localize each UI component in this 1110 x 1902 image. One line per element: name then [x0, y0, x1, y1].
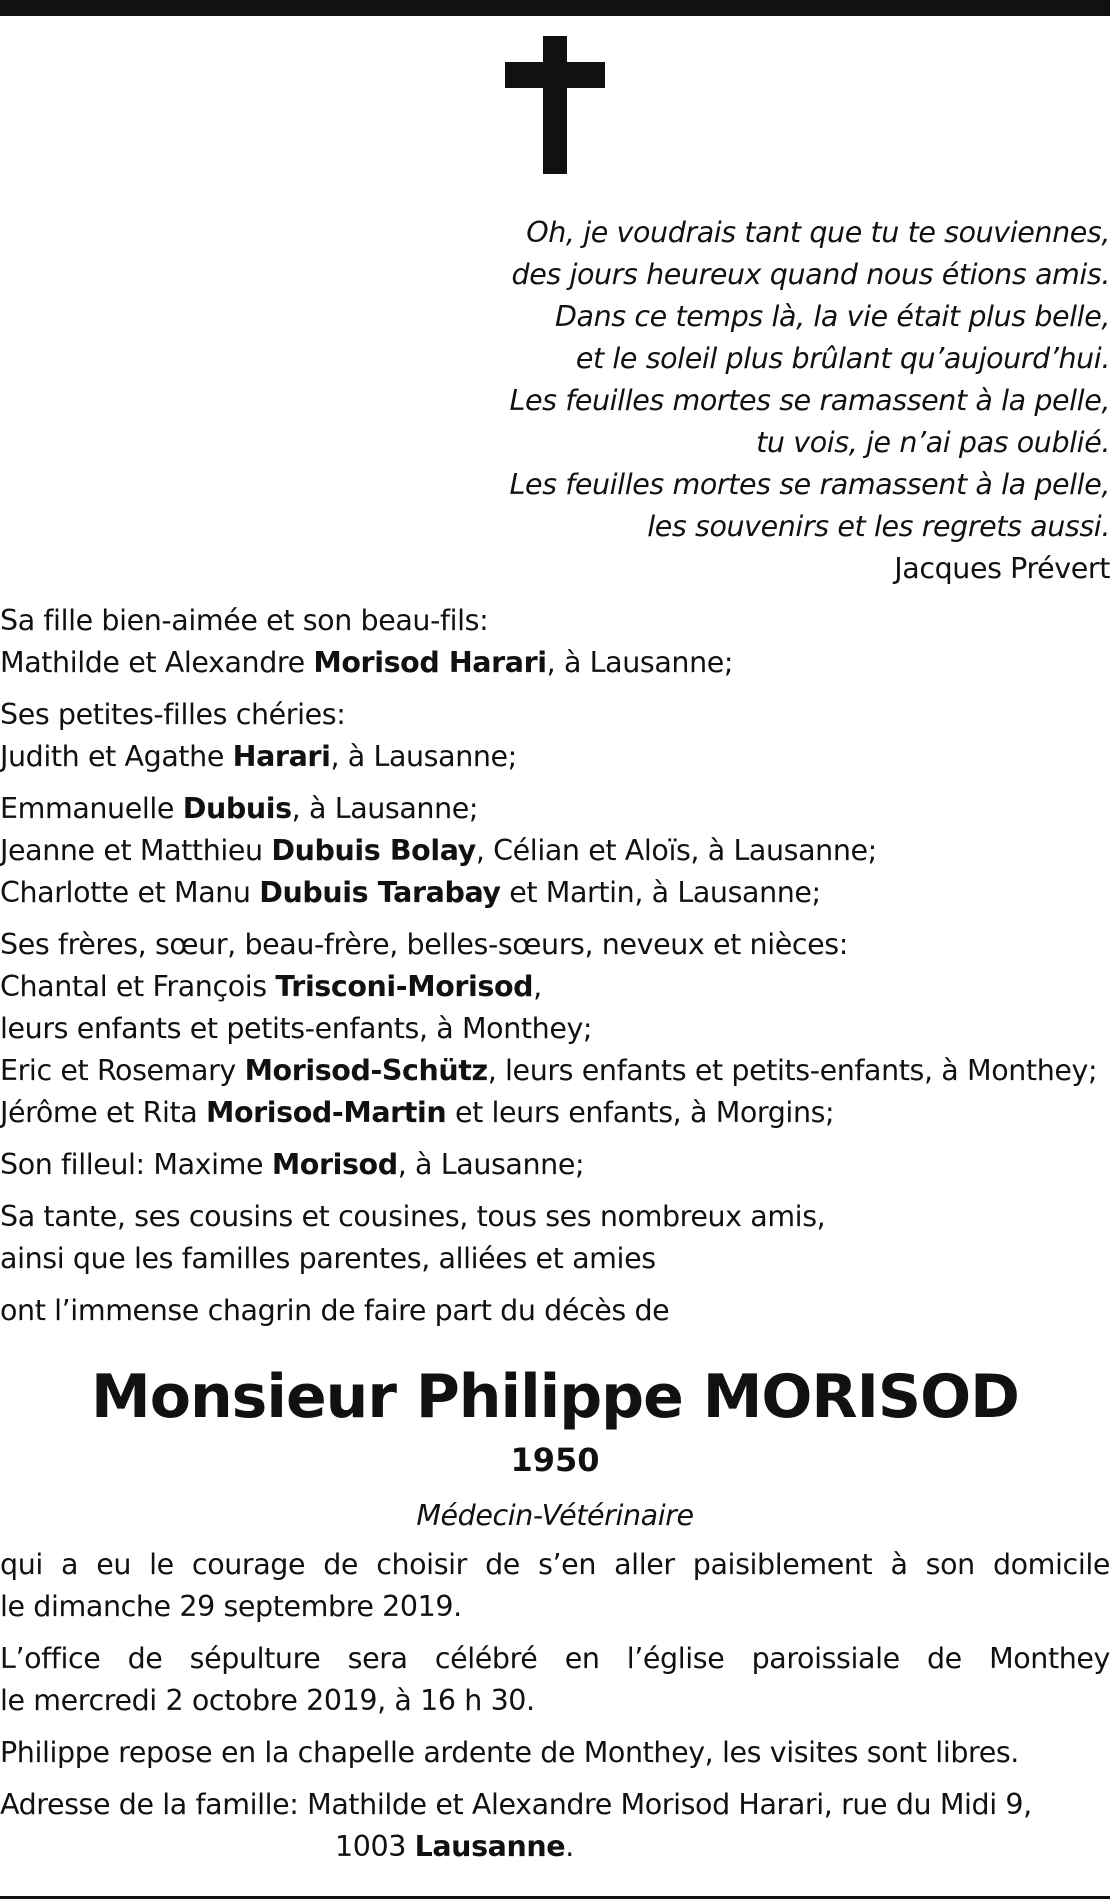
poem-line: Les feuilles mortes se ramassent à la pelle,	[509, 468, 1110, 501]
dubuis-group	[0, 788, 1110, 914]
poem-line: tu vois, je n’ai pas oublié.	[756, 426, 1110, 459]
announcement-group	[0, 1290, 1110, 1332]
address-group	[0, 1784, 1110, 1868]
daughter-line: Mathilde et Alexandre Morisod Harari, à Lausanne;	[0, 646, 734, 679]
rest-group	[0, 1732, 1110, 1774]
granddaughters-group	[0, 694, 1110, 778]
deceased-name: Monsieur Philippe MORISOD	[91, 1362, 1019, 1432]
birth-year: 1950	[510, 1441, 600, 1479]
service-group	[0, 1638, 1110, 1722]
granddaughters-heading: Ses petites-filles chéries:	[0, 698, 346, 731]
rest-line: Philippe repose en la chapelle ardente de Monthey, les visites sont libres.	[0, 1736, 1019, 1769]
death-line: qui a eu le courage de choisir de s’en aller paisiblement à son domicile	[0, 1548, 1110, 1581]
poem-line: et le soleil plus brûlant qu’aujourd’hui.	[575, 342, 1110, 375]
others-group	[0, 1196, 1110, 1280]
poem-line: les souvenirs et les regrets aussi.	[647, 510, 1110, 543]
bottom-border-rule	[0, 1896, 1110, 1899]
dubuis-line: Emmanuelle Dubuis, à Lausanne;	[0, 792, 479, 825]
others-line: ainsi que les familles parentes, alliées et amies	[0, 1242, 656, 1275]
profession: Médecin-Vétérinaire	[416, 1499, 694, 1532]
daughter-heading: Sa fille bien-aimée et son beau-fils:	[0, 604, 489, 637]
granddaughters-line: Judith et Agathe Harari, à Lausanne;	[0, 740, 517, 773]
family-list	[0, 600, 1110, 1342]
godson-line: Son filleul: Maxime Morisod, à Lausanne;	[0, 1148, 585, 1181]
address-city-line: 1003 Lausanne.	[335, 1830, 574, 1863]
top-border-rule	[0, 0, 1110, 16]
siblings-group	[0, 924, 1110, 1134]
poem-line: Les feuilles mortes se ramassent à la pelle,	[509, 384, 1110, 417]
sibling-line: Eric et Rosemary Morisod-Schütz, leurs enfants et petits-enfants, à Monthey;	[0, 1054, 1098, 1087]
death-date-line: le dimanche 29 septembre 2019.	[0, 1590, 462, 1623]
poem-author: Jacques Prévert	[894, 552, 1110, 585]
siblings-heading: Ses frères, sœur, beau-frère, belles-sœurs, neveux et nièces:	[0, 928, 848, 961]
poem-line: des jours heureux quand nous étions amis.	[511, 258, 1110, 291]
others-line: Sa tante, ses cousins et cousines, tous ses nombreux amis,	[0, 1200, 826, 1233]
dubuis-line: Jeanne et Matthieu Dubuis Bolay, Célian et Aloïs, à Lausanne;	[0, 834, 877, 867]
details-section	[0, 1544, 1110, 1878]
cross-icon	[505, 36, 605, 174]
sibling-line: Chantal et François Trisconi-Morisod,	[0, 970, 542, 1003]
dubuis-line: Charlotte et Manu Dubuis Tarabay et Martin, à Lausanne;	[0, 876, 821, 909]
poem-line: Oh, je voudrais tant que tu te souviennes,	[526, 216, 1110, 249]
sibling-line-continued: leurs enfants et petits-enfants, à Monthey;	[0, 1012, 593, 1045]
service-date-line: le mercredi 2 octobre 2019, à 16 h 30.	[0, 1684, 535, 1717]
announcement-line: ont l’immense chagrin de faire part du décès de	[0, 1294, 670, 1327]
daughter-group	[0, 600, 1110, 684]
death-group	[0, 1544, 1110, 1628]
poem-line: Dans ce temps là, la vie était plus belle,	[555, 300, 1110, 333]
address-line: Adresse de la famille: Mathilde et Alexandre Morisod Harari, rue du Midi 9,	[0, 1788, 1032, 1821]
sibling-line: Jérôme et Rita Morisod-Martin et leurs enfants, à Morgins;	[0, 1096, 835, 1129]
poem-quote	[350, 212, 1110, 590]
service-line: L’office de sépulture sera célébré en l’église paroissiale de Monthey	[0, 1642, 1110, 1675]
godson-group	[0, 1144, 1110, 1186]
